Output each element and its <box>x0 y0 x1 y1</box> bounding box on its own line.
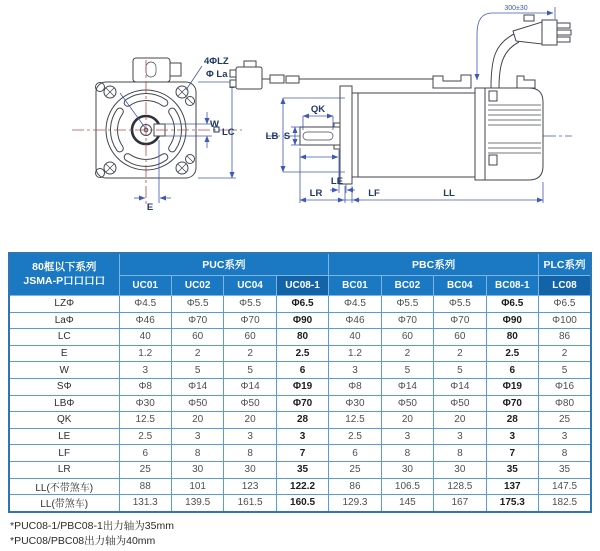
cell: Φ80 <box>539 395 592 412</box>
cell: Φ5.5 <box>171 296 223 313</box>
cell: 3 <box>329 362 381 379</box>
cell: 8 <box>224 445 276 462</box>
cell: 1.2 <box>119 345 171 362</box>
cell: 6 <box>119 445 171 462</box>
qk-dim-label: QK <box>310 104 326 115</box>
col-header-uc08-1: UC08-1 <box>276 276 328 296</box>
col-header-uc01: UC01 <box>119 276 171 296</box>
cell: 131.3 <box>119 495 171 512</box>
table-row <box>9 412 591 429</box>
col-header-uc04: UC04 <box>224 276 276 296</box>
cable-sleeve <box>270 75 284 83</box>
cell: Φ30 <box>329 395 381 412</box>
cell: Φ100 <box>539 312 592 329</box>
col-header-bc04: BC04 <box>434 276 486 296</box>
table-row <box>9 378 591 395</box>
table-header <box>9 253 591 296</box>
cell: 8 <box>434 445 486 462</box>
row-label: LBΦ <box>9 395 119 412</box>
cell: Φ90 <box>276 312 328 329</box>
cell: 175.3 <box>486 495 538 512</box>
row-label: LF <box>9 445 119 462</box>
row-label: SΦ <box>9 378 119 395</box>
cell: 137 <box>486 478 538 495</box>
cell: Φ50 <box>434 395 486 412</box>
group-header-plc: PLC系列 <box>539 253 592 276</box>
cell: 5 <box>381 362 433 379</box>
group-header-puc: PUC系列 <box>119 253 329 276</box>
footnotes <box>10 520 600 549</box>
series-title-line1: 80框以下系列 <box>32 260 97 273</box>
row-label: LL(不带煞车) <box>9 478 119 495</box>
group-header-pbc: PBC系列 <box>329 253 539 276</box>
table-row <box>9 461 591 478</box>
col-header-bc08-1: BC08-1 <box>486 276 538 296</box>
cell: 20 <box>224 412 276 429</box>
w-dim-label: W <box>210 119 219 130</box>
motor-body <box>352 93 478 177</box>
cell: 40 <box>329 329 381 346</box>
col-header-lc08: LC08 <box>539 276 592 296</box>
lf-dim-label: LF <box>368 188 380 199</box>
cell: Φ70 <box>276 395 328 412</box>
cell: 20 <box>171 412 223 429</box>
row-label: LaΦ <box>9 312 119 329</box>
cell: Φ14 <box>171 378 223 395</box>
cell: 88 <box>119 478 171 495</box>
cell: 86 <box>539 329 592 346</box>
row-label: LL(带煞车) <box>9 495 119 512</box>
cell: 35 <box>486 461 538 478</box>
cell: 12.5 <box>329 412 381 429</box>
cell: 147.5 <box>539 478 592 495</box>
lift-tab <box>517 76 535 88</box>
cell: 6 <box>276 362 328 379</box>
cell: 3 <box>539 428 592 445</box>
cell: 20 <box>434 412 486 429</box>
cell: 2.5 <box>276 345 328 362</box>
cell: Φ70 <box>224 312 276 329</box>
cell: Φ19 <box>486 378 538 395</box>
table-row <box>9 296 591 313</box>
cell: 101 <box>171 478 223 495</box>
motor-outline-drawing <box>0 0 600 248</box>
row-label: LE <box>9 428 119 445</box>
cell: 2 <box>434 345 486 362</box>
cable-length-label: 300±30 <box>504 5 528 12</box>
footnote-1: *PUC08-1/PBC08-1出力轴为35mm <box>10 519 174 532</box>
cell: 2.5 <box>119 428 171 445</box>
cell: 35 <box>539 461 592 478</box>
power-connector <box>513 15 571 45</box>
cell: 182.5 <box>539 495 592 512</box>
cell: 60 <box>224 329 276 346</box>
terminal-box <box>133 58 170 82</box>
row-label: E <box>9 345 119 362</box>
table-row <box>9 312 591 329</box>
col-header-bc02: BC02 <box>381 276 433 296</box>
cell: 6 <box>486 362 538 379</box>
cell: Φ5.5 <box>224 296 276 313</box>
side-view <box>230 5 572 203</box>
cell: 3 <box>171 428 223 445</box>
table-row <box>9 395 591 412</box>
row-label: QK <box>9 412 119 429</box>
encoder-connector <box>230 61 262 89</box>
lr-dim-label: LR <box>309 188 323 199</box>
cell: 8 <box>539 445 592 462</box>
cell: 2.5 <box>329 428 381 445</box>
cell: 3 <box>119 362 171 379</box>
cell: 25 <box>329 461 381 478</box>
cell: Φ50 <box>171 395 223 412</box>
rear-junction <box>475 88 485 180</box>
terminal-box-connector <box>170 63 181 76</box>
lb-dim-label: LB <box>265 131 279 142</box>
cell: 1.2 <box>329 345 381 362</box>
rear-clip-bottom <box>489 155 497 165</box>
cell: 3 <box>434 428 486 445</box>
rear-cover <box>485 88 543 180</box>
cell: 2 <box>539 345 592 362</box>
cell: Φ70 <box>434 312 486 329</box>
cell: 28 <box>486 412 538 429</box>
cell: 2 <box>224 345 276 362</box>
cell: 30 <box>434 461 486 478</box>
cell: 6 <box>329 445 381 462</box>
cell: 25 <box>539 412 592 429</box>
table-row <box>9 428 591 445</box>
row-label: W <box>9 362 119 379</box>
cell: Φ14 <box>381 378 433 395</box>
series-title-line2: JSMA-P口口口口 <box>23 274 106 287</box>
cell: 7 <box>276 445 328 462</box>
cell: Φ50 <box>381 395 433 412</box>
row-label: LZΦ <box>9 296 119 313</box>
cell: 3 <box>381 428 433 445</box>
cell: Φ14 <box>434 378 486 395</box>
cell: 5 <box>171 362 223 379</box>
cell: 8 <box>381 445 433 462</box>
cell: 2 <box>171 345 223 362</box>
lc-dim-label: LC <box>222 127 235 138</box>
cell: 3 <box>276 428 328 445</box>
cell: Φ46 <box>329 312 381 329</box>
cell: 28 <box>276 412 328 429</box>
cell: 60 <box>381 329 433 346</box>
col-header-bc01: BC01 <box>329 276 381 296</box>
cell: Φ6.5 <box>276 296 328 313</box>
cell: Φ5.5 <box>381 296 433 313</box>
cell: Φ30 <box>119 395 171 412</box>
cell: 139.5 <box>171 495 223 512</box>
cell: 123 <box>224 478 276 495</box>
cell: Φ19 <box>276 378 328 395</box>
table-row <box>9 362 591 379</box>
row-label: LR <box>9 461 119 478</box>
cell: 2 <box>381 345 433 362</box>
table-row <box>9 495 591 512</box>
cell: Φ6.5 <box>539 296 592 313</box>
cell: 60 <box>171 329 223 346</box>
cell: 30 <box>381 461 433 478</box>
cell: 160.5 <box>276 495 328 512</box>
cell: 129.3 <box>329 495 381 512</box>
cell: 161.5 <box>224 495 276 512</box>
ll-dim-label: LL <box>443 188 455 199</box>
row-label: LC <box>9 329 119 346</box>
cell: Φ4.5 <box>119 296 171 313</box>
cell: 122.2 <box>276 478 328 495</box>
col-header-uc02: UC02 <box>171 276 223 296</box>
cell: 5 <box>539 362 592 379</box>
cell: Φ46 <box>119 312 171 329</box>
cell: Φ70 <box>381 312 433 329</box>
le-dim-label: LE <box>330 176 344 187</box>
flange-plate <box>340 86 352 184</box>
shaft <box>300 127 340 145</box>
dimension-spec-table <box>8 252 592 513</box>
cell: 60 <box>434 329 486 346</box>
cell: 12.5 <box>119 412 171 429</box>
e-dim-label: E <box>146 202 154 213</box>
cell: 106.5 <box>381 478 433 495</box>
cell: 5 <box>224 362 276 379</box>
cell: Φ50 <box>224 395 276 412</box>
table-row <box>9 345 591 362</box>
table-row <box>9 445 591 462</box>
footnote-2: *PUC08/PBC08出力轴为40mm <box>10 535 156 548</box>
cell: 3 <box>486 428 538 445</box>
cell: Φ16 <box>539 378 592 395</box>
la-callout-label: Φ La <box>206 69 228 80</box>
cell: 20 <box>381 412 433 429</box>
cell: 30 <box>171 461 223 478</box>
cell: 80 <box>486 329 538 346</box>
hole-callout-label: 4ΦLZ <box>204 56 229 67</box>
s-dim-label: S <box>283 131 291 142</box>
cable-sleeve-2 <box>286 76 299 83</box>
cell: Φ90 <box>486 312 538 329</box>
cell: 35 <box>276 461 328 478</box>
cell: 5 <box>434 362 486 379</box>
rear-clip-top <box>489 91 497 101</box>
table-row <box>9 329 591 346</box>
cell: 7 <box>486 445 538 462</box>
cable-clamp <box>433 75 471 88</box>
cell: Φ70 <box>171 312 223 329</box>
cell: 2.5 <box>486 345 538 362</box>
cell: Φ8 <box>119 378 171 395</box>
spec-table-body <box>9 296 591 512</box>
cell: 8 <box>171 445 223 462</box>
cell: Φ8 <box>329 378 381 395</box>
cell: Φ70 <box>486 395 538 412</box>
cell: 128.5 <box>434 478 486 495</box>
cell: 86 <box>329 478 381 495</box>
cell: 167 <box>434 495 486 512</box>
cell: 25 <box>119 461 171 478</box>
cell: Φ6.5 <box>486 296 538 313</box>
cell: 145 <box>381 495 433 512</box>
cell: 3 <box>224 428 276 445</box>
cell: 30 <box>224 461 276 478</box>
front-view <box>72 56 242 213</box>
series-title-cell <box>9 253 119 296</box>
table-row <box>9 478 591 495</box>
cell: Φ5.5 <box>434 296 486 313</box>
cell: Φ4.5 <box>329 296 381 313</box>
dimension-drawing <box>0 0 600 248</box>
cell: 80 <box>276 329 328 346</box>
cell: 40 <box>119 329 171 346</box>
cell: Φ14 <box>224 378 276 395</box>
